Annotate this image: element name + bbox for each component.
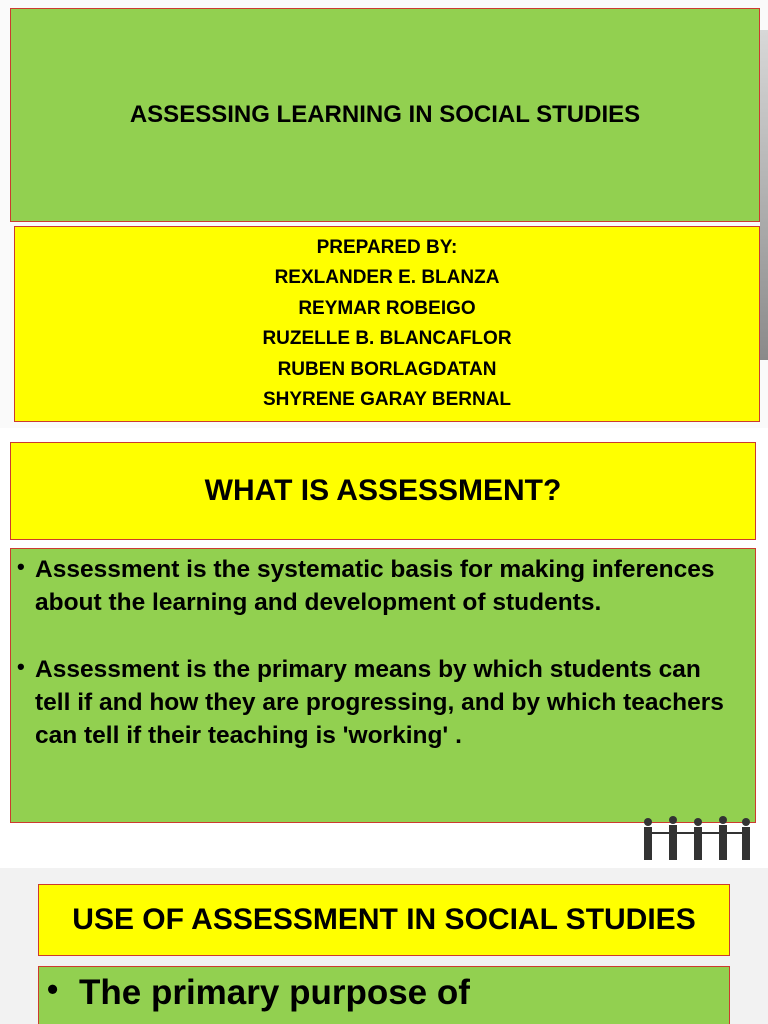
list-item: • Assessment is the primary means by which students can tell if and how they are progressing, and by which teachers can tell if their teaching is 'working' .: [35, 653, 741, 752]
slide-3-title-box: [38, 884, 730, 956]
prepared-by-label: PREPARED BY:: [316, 236, 458, 258]
definition-list: [35, 553, 741, 752]
slide-2-title: WHAT IS ASSESSMENT?: [204, 474, 562, 507]
author-name: REYMAR ROBEIGO: [298, 297, 476, 319]
author-name: RUBEN BORLAGDATAN: [277, 358, 497, 380]
list-item: • Assessment is the systematic basis for making inferences about the learning and development of students.: [35, 553, 741, 619]
slide-2-title-box: [10, 442, 756, 540]
purpose-bullet: The primary purpose of: [79, 973, 470, 1012]
slide-1: [0, 0, 768, 428]
slide-3-title: USE OF ASSESSMENT IN SOCIAL STUDIES: [72, 903, 696, 936]
slide-1-title-box: [10, 8, 760, 222]
slide-1-title: ASSESSING LEARNING IN SOCIAL STUDIES: [129, 101, 641, 128]
author-name: SHYRENE GARAY BERNAL: [262, 389, 512, 410]
author-name: RUZELLE B. BLANCAFLOR: [262, 328, 512, 349]
definition-box: [10, 548, 756, 823]
people-silhouette-image: [488, 810, 768, 860]
background-photo-strip: [760, 30, 768, 360]
prepared-by-box: [14, 226, 760, 422]
purpose-box: [38, 966, 730, 1024]
slide-2: [0, 436, 768, 860]
author-name: REXLANDER E. BLANZA: [274, 267, 500, 288]
slide-3: [0, 868, 768, 1024]
